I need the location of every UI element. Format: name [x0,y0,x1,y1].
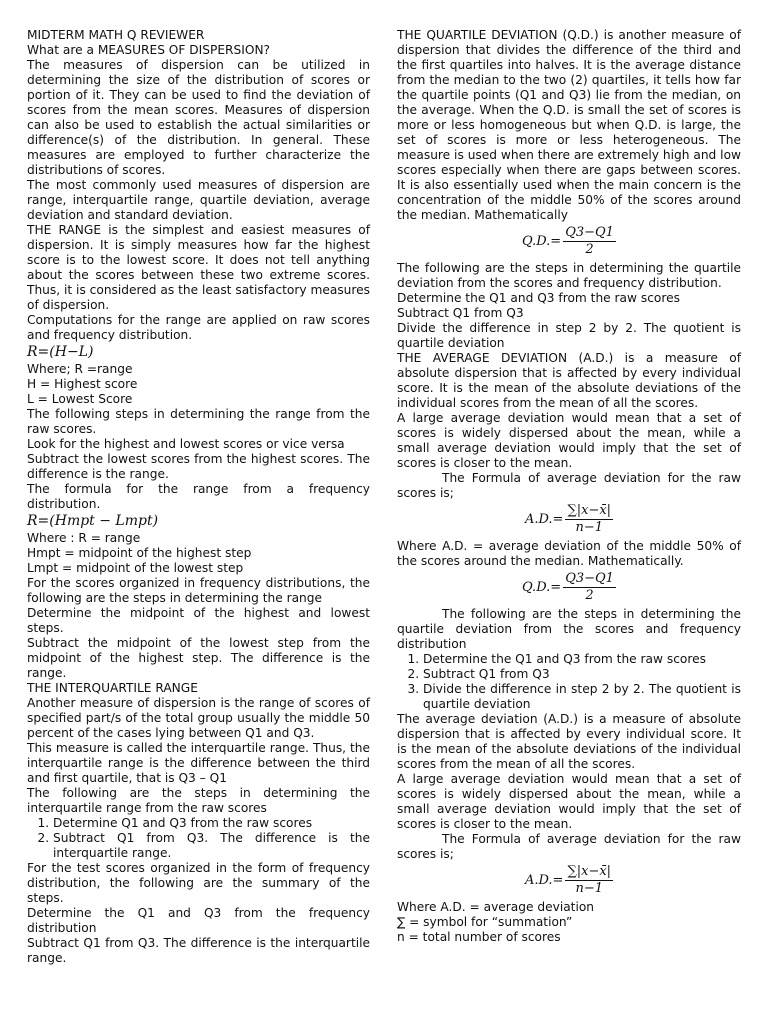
where-ad-definition: Where A.D. = average deviation [397,900,595,914]
step-subtract: Subtract the lowest scores from the highest scores. The difference is the range. [27,452,370,481]
paragraph-iqr-definition: This measure is called the interquartile range. Thus, the interquartile range is the difference between the third and first quartile, that is Q3 – Q1 [27,741,370,785]
formula-numerator: Q3−Q1 [565,225,614,240]
step-determine: Determine the Q1 and Q3 from the raw scores [397,291,680,305]
list-item: 1. Determine the Q1 and Q3 from the raw scores [423,652,741,667]
iqr-heading: THE INTERQUARTILE RANGE [27,681,198,695]
list-item: 1. Determine Q1 and Q3 from the raw scores [53,816,370,831]
paragraph-formula-ad: The Formula of average deviation for the raw scores is; [397,471,741,500]
step-midpoint: Determine the midpoint of the highest and lowest steps. [27,606,370,635]
paragraph-qd-steps-2: The following are the steps in determining the quartile deviation from the scores and frequency distribution [397,607,741,651]
formula-numerator: ∑|x−x̄| [567,503,612,518]
list-item: 2. Subtract Q1 from Q3 [423,667,741,682]
qd-steps-list [397,652,741,712]
step-determine-q1-q3: Determine the Q1 and Q3 from the frequency distribution [27,906,370,935]
formula-lhs: A.D.= [524,512,564,527]
paragraph-steps-raw: The following steps in determining the range from the raw scores. [27,407,370,436]
paragraph-iqr: Another measure of dispersion is the range of scores of specified part/s of the total group usually the middle 50 percent of the cases lying between Q1 and Q3. [27,696,370,740]
paragraph-large-deviation-2: A large average deviation would mean that a set of scores is widely dispersed about the mean, while a small average deviation would imply that the set of scores is closer to the mean. [397,772,741,831]
paragraph-computations: Computations for the range are applied on raw scores and frequency distribution. [27,313,370,342]
formula-denominator: 2 [585,588,594,603]
paragraph-formula-ad-2: The Formula of average deviation for the raw scores is; [397,832,741,861]
question-heading: What are a MEASURES OF DISPERSION? [27,43,271,57]
formula-lhs: A.D.= [524,873,564,888]
step-divide: Divide the difference in step 2 by 2. The quotient is quartile deviation [397,321,741,350]
formula-lhs: Q.D.= [522,234,562,249]
step-subtract: Subtract Q1 from Q3 [397,306,524,320]
paragraph-qd-steps: The following are the steps in determining the quartile deviation from the scores and frequency distribution. [397,261,741,290]
paragraph-intro: The measures of dispersion can be utilized in determining the size of the distribution of scores or portion of it. They can be used to find the deviation of scores from the mean scores. Measures of dispersion can also be used to establish the actual similarities or difference(s) of the distribution. In general. These measures are employed to further characterize the distributions of scores. [27,58,370,177]
step-look: Look for the highest and lowest scores or vice versa [27,437,345,451]
paragraph-large-deviation: A large average deviation would mean that a set of scores is widely dispersed about the mean, while a small average deviation would imply that the set of scores is closer to the mean. [397,411,741,470]
formula-denominator: 2 [585,242,594,257]
where-range: Where; R =range [27,362,133,376]
list-item: 2. Subtract Q1 from Q3. The difference is the interquartile range. [53,831,370,861]
where-n-definition: n = total number of scores [397,930,561,944]
paragraph-common-measures: The most commonly used measures of dispersion are range, interquartile range, quartile deviation, average deviation and standard deviation. [27,178,370,222]
paragraph-test-scores: For the test scores organized in the form of frequency distribution, the following are the summary of the steps. [27,861,370,905]
formula-lhs: Q.D.= [522,580,562,595]
iqr-steps-list [27,816,370,861]
where2-range: Where : R = range [27,531,141,545]
paragraph-frequency-steps: For the scores organized in frequency distributions, the following are the steps in determining the range [27,576,370,605]
formula-range-frequency: R=(Hmpt − Lmpt) [27,513,159,529]
paragraph-average-deviation-2: The average deviation (A.D.) is a measure of absolute dispersion that is affected by every individual score. It is the mean of the absolute deviations of the individual scores from the mean of all the scores. [397,712,741,771]
paragraph-average-deviation: THE AVERAGE DEVIATION (A.D.) is a measure of absolute dispersion that is affected by every individual score. It is the mean of the absolute deviations of the individual scores from the mean of all the scores. [397,351,741,410]
paragraph-quartile-deviation: THE QUARTILE DEVIATION (Q.D.) is another measure of dispersion that divides the difference of the third and the first quartiles into halves. It is the average distance from the median to the two (2) quartiles, it tells how far the quartile points (Q1 and Q3) lie from the median, on the average. When the Q.D. is small the set of scores is more or less homogeneous but when Q.D. is large, the set of scores is more or less heterogeneous. The measure is used when there are extremely high and low scores especially when there are gaps between scores. It is also essentially used when the main concern is the concentration of the middle 50% of the scores around the median. Mathematically [397,28,741,222]
list-item: 3. Divide the difference in step 2 by 2. The quotient is quartile deviation [423,682,741,712]
formula-range: R=(H−L) [27,344,94,360]
formula-fraction [563,571,616,604]
formula-fraction [565,503,613,536]
where-summation-symbol: ∑ = symbol for “summation” [397,915,573,929]
formula-average-deviation [397,503,741,536]
paragraph-iqr-steps: The following are the steps in determining the interquartile range from the raw scores [27,786,370,815]
formula-numerator: ∑|x−x̄| [567,864,612,879]
document-title: MIDTERM MATH Q REVIEWER [27,28,205,42]
where2-lowest-midpoint: Lmpt = midpoint of the lowest step [27,561,244,575]
step-subtract-midpoint: Subtract the midpoint of the lowest step from the midpoint of the highest step. The difference is the range. [27,636,370,680]
formula-average-deviation-2 [397,864,741,897]
formula-denominator: n−1 [575,881,604,896]
formula-denominator: n−1 [575,520,604,535]
right-column [397,28,741,945]
formula-quartile-deviation [397,225,741,258]
step-subtract-q1-q3: Subtract Q1 from Q3. The difference is the interquartile range. [27,936,370,965]
paragraph-range: THE RANGE is the simplest and easiest measures of dispersion. It is simply measures how far the highest score is to the lowest score. It does not tell anything about the scores between these two extreme scores. Thus, it is considered as the least satisfactory measures of dispersion. [27,223,370,312]
where-lowest: L = Lowest Score [27,392,133,406]
where-highest: H = Highest score [27,377,138,391]
formula-quartile-deviation-2 [397,571,741,604]
formula-numerator: Q3−Q1 [565,571,614,586]
formula-fraction [565,864,613,897]
where2-highest-midpoint: Hmpt = midpoint of the highest step [27,546,252,560]
formula-fraction [563,225,616,258]
paragraph-formula-frequency: The formula for the range from a frequency distribution. [27,482,370,511]
left-column [27,28,370,966]
paragraph-where-ad: Where A.D. = average deviation of the middle 50% of the scores around the median. Mathematically. [397,539,741,568]
